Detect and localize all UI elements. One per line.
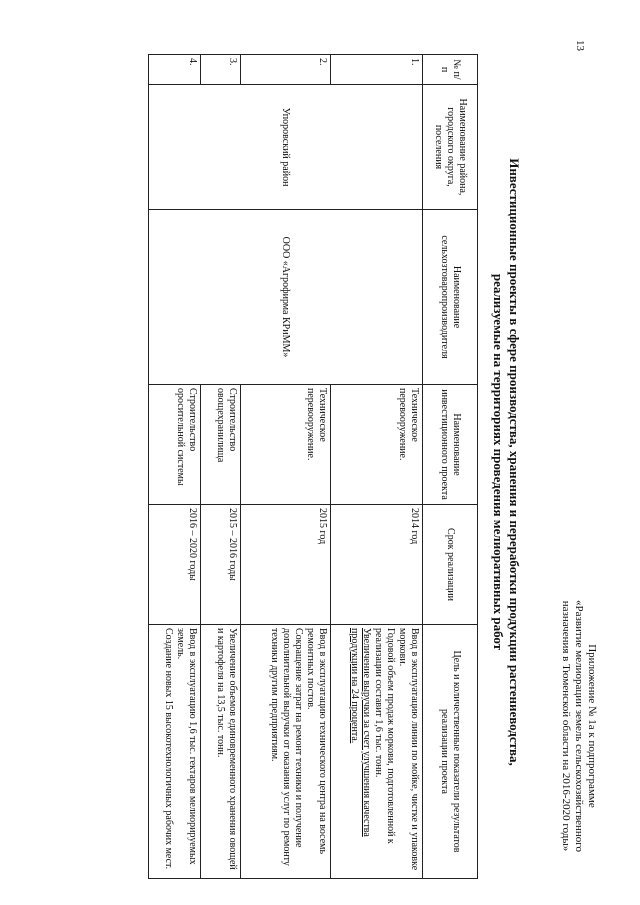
goal-line: Увеличение выручки за счет улучшения качества продукции на 24 процента. [349,628,372,837]
header-project: Наименование инвестиционного проекта [423,385,478,505]
appendix-note [559,576,598,876]
appendix-line-3: назначения в Тюменской области на 2016-2020 годы» [560,600,572,852]
table-row [331,55,423,879]
row-num: 1. [331,55,423,85]
title-line-1: Инвестиционные проекты в сфере производства, хранения и переработки продукции растениеводства, [507,158,522,766]
appendix-line-2: «Развитие мелиорации земель сельскохозяйственного [573,600,585,852]
row-num: 4. [149,55,201,85]
district-cell: Упоровский район [149,85,423,210]
goal-line: Ввод в эксплуатацию технического центра на восемь ремонтных постов. [305,628,328,855]
row-term: 2014 год [331,505,423,625]
page-number: 13 [574,40,586,51]
goal-line: Ввод в эксплуатацию 1,6 тыс. гектаров мелиорируемых земель. [175,628,198,865]
row-num: 2. [241,55,331,85]
row-project: Строительство оросительной системы [149,385,201,505]
header-producer: Наименование сельхозтоваропроизводителя [423,210,478,385]
goal-line: Ввод в эксплуатацию линии по мойке, чистке и упаковке моркови. [397,628,420,871]
row-project: Строительство овощехранилища [201,385,241,505]
header-num: № п/п [423,55,478,85]
header-term: Срок реализации [423,505,478,625]
table-header-row [423,55,478,879]
producer-cell: ООО «Агрофирма КРиММ» [149,210,423,385]
row-num: 3. [201,55,241,85]
goal-line: Увеличение объемов единовременного хранения овощей и картофеля на 13,5 тыс. тонн. [215,628,238,870]
row-goal [149,625,201,879]
row-goal [201,625,241,879]
row-term: 2015 год [241,505,331,625]
row-project: Техническое перевооружение. [331,385,423,505]
goal-line: Создание новых 15 высокотехнологичных рабочих мест. [163,628,174,870]
goal-line: Годовой объем продаж моркови, подготовленной к реализации составит 1,6 тыс. тонн. [373,628,396,844]
document-title [490,102,522,822]
appendix-line-1: Приложение № 1а к подпрограмме [586,644,598,808]
header-district: Наименование района, городского округа, поселения [423,85,478,210]
row-goal [331,625,423,879]
row-goal [241,625,331,879]
goal-line: Сокращение затрат на ремонт техники и получение дополнительной выручки от оказания услуг по ремонту техники другим предприятиям. [269,628,304,866]
title-line-2: реализуемые на территориях проведения мелиоративных работ [491,273,506,651]
row-term: 2016 – 2020 годы [149,505,201,625]
row-project: Техническое перевооружение. [241,385,331,505]
document-sheet [38,42,598,882]
projects-table [148,54,478,879]
header-goal: Цель и количественные показатели результатов реализации проекта [423,625,478,879]
row-term: 2015 – 2016 годы [201,505,241,625]
